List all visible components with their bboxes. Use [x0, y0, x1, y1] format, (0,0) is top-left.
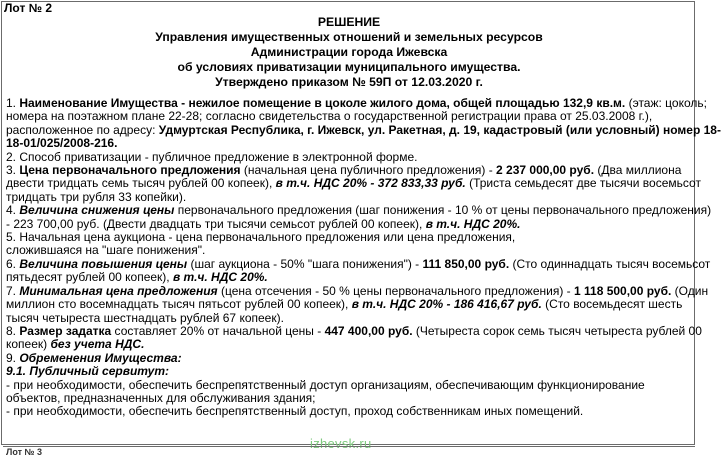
item-8-amount: 447 400,00 руб.: [324, 323, 413, 338]
item-1-registration: номера на поэтажном плане 22-28; согласно свидетельства о государственной регистрации права от 25.03.2008 г.),: [6, 109, 653, 124]
item-2-text: 2. Способ приватизации - публичное предложение в электронной форме.: [6, 149, 418, 164]
item-6-amount: 111 850,00 руб.: [422, 256, 510, 271]
item-7-number: 7.: [6, 283, 20, 298]
item-8: [6, 323, 702, 352]
item-8-words-cont: копеек): [6, 337, 51, 352]
site-watermark: izhevsk.ru: [310, 436, 372, 451]
item-8-title: Размер задатка: [19, 323, 112, 338]
next-lot-frame: [3, 446, 695, 455]
decision-title: РЕШЕНИЕ: [317, 15, 381, 29]
item-1-name: Наименование Имущества - нежилое помещение в цоколе жилого дома, общей площадью 132,9 кв.м.: [19, 96, 626, 110]
item-5: [6, 231, 692, 258]
approval-line: Утверждено приказом № 59П от 12.03.2020 г.: [215, 75, 483, 89]
item-3-desc: (начальная цена публичного предложения) -: [240, 163, 497, 178]
item-6: [6, 256, 711, 285]
item-7-title: Минимальная цена предложения: [19, 283, 218, 298]
item-1-address-label: расположенное по адресу:: [6, 122, 159, 137]
item-3-words: (Два миллиона: [594, 163, 682, 178]
item-6-vat: в т.ч. НДС 20%.: [172, 270, 268, 285]
item-3-vat-words: (Триста семьдесят две тысячи восемьсот: [465, 176, 701, 191]
item-6-number: 6.: [6, 256, 20, 271]
item-3-vat-words-cont: тридцать три рубля 33 копейки).: [6, 189, 187, 204]
item-6-desc: (шаг аукциона - 50% "шага понижения") -: [187, 256, 423, 271]
item-1-address: Удмуртская Республика, г. Ижевск, ул. Ракетная, д. 19, кадастровый (или условный) номер 18-: [158, 122, 721, 137]
item-7-vat: в т.ч. НДС 20% - 186 416,67 руб.: [351, 297, 542, 312]
item-3-price: 2 237 000,00 руб.: [496, 163, 595, 178]
item-7-vat-words-cont: тысяч четыреста шестнадцать рублей 67 копеек).: [6, 310, 284, 325]
item-2: [6, 151, 692, 164]
item-3-number: 3.: [6, 163, 20, 178]
servitude-line-2: - при необходимости, обеспечить беспрепятственный доступ, проход собственникам иных помещений.: [6, 404, 584, 419]
issuer-line-2: Администрации города Ижевска: [250, 45, 448, 59]
item-9-title: Обременения Имущества:: [19, 350, 182, 365]
item-3-vat: в т.ч. НДС 20% - 372 833,33 руб.: [275, 176, 466, 191]
item-7-desc: (цена отсечения - 50 % цены первоначального предложения) -: [217, 283, 574, 298]
item-7-amount: 1 118 500,00 руб.: [574, 283, 672, 298]
item-6-words: (Сто одиннадцать тысяч восемьсот: [509, 256, 711, 271]
item-5-text: 5. Начальная цена аукциона - цена первоначального предложения или цена предложения,: [6, 230, 516, 245]
item-3-words-cont: двести тридцать семь тысяч рублей 00 копеек),: [6, 176, 276, 191]
item-4-title: Величина снижения цены: [19, 203, 175, 218]
item-1-number: 1.: [6, 96, 20, 110]
item-3: [6, 163, 701, 204]
item-4: [6, 203, 712, 231]
decision-body: [6, 96, 721, 419]
item-9-number: 9.: [6, 350, 20, 365]
lot-number: Лот № 2: [4, 1, 53, 15]
item-7-words: (Один: [671, 283, 709, 298]
item-4-desc: первоначального предложения (шаг понижения - 10 % от цены первоначального предложения): [174, 203, 712, 218]
item-4-amount: - 223 700,00 руб. (Двести двадцать три тысячи семьсот рублей 00 копеек),: [6, 216, 426, 231]
item-8-desc: составляет 20% от начальной цены -: [111, 323, 325, 338]
item-6-words-cont: пятьдесят рублей 00 копеек),: [6, 270, 173, 285]
item-4-number: 4.: [6, 203, 20, 218]
servitude-line-1-cont: объектов, предназначенных для обслуживания здания;: [6, 390, 316, 405]
item-8-words: (Четыреста сорок семь тысяч четыреста рублей 00: [412, 323, 702, 338]
item-7-words-cont: миллион сто восемнадцать тысяч пятьсот рублей 00 копеек),: [6, 297, 352, 312]
item-1-cadastral-number: 18-01/025/2008-216.: [6, 136, 118, 151]
item-9-1-title: 9.1. Публичный сервитут:: [6, 364, 169, 379]
item-4-vat: в т.ч. НДС 20%.: [425, 216, 521, 231]
item-1-floor: (этаж: цоколь;: [625, 96, 707, 110]
servitude-line-1: - при необходимости, обеспечить беспрепятственный доступ организациям, обеспечивающим функционирование: [6, 377, 645, 392]
next-lot-number: Лот № 3: [6, 447, 43, 457]
item-3-title: Цена первоначального предложения: [19, 163, 241, 178]
issuer-line-1: Управления имущественных отношений и земельных ресурсов: [155, 30, 543, 44]
item-8-number: 8.: [6, 323, 20, 338]
item-8-no-vat: без учета НДС.: [50, 337, 145, 352]
subject-line: об условиях приватизации муниципального имущества.: [177, 60, 521, 74]
item-6-title: Величина повышения цены: [19, 256, 188, 271]
item-7: [6, 283, 709, 325]
item-5-text-cont: сложившаяся на "шаге понижения".: [6, 243, 206, 258]
item-1: [6, 96, 721, 151]
item-9: [6, 352, 692, 419]
item-7-vat-words: (Сто восемьдесят шесть: [541, 297, 683, 312]
